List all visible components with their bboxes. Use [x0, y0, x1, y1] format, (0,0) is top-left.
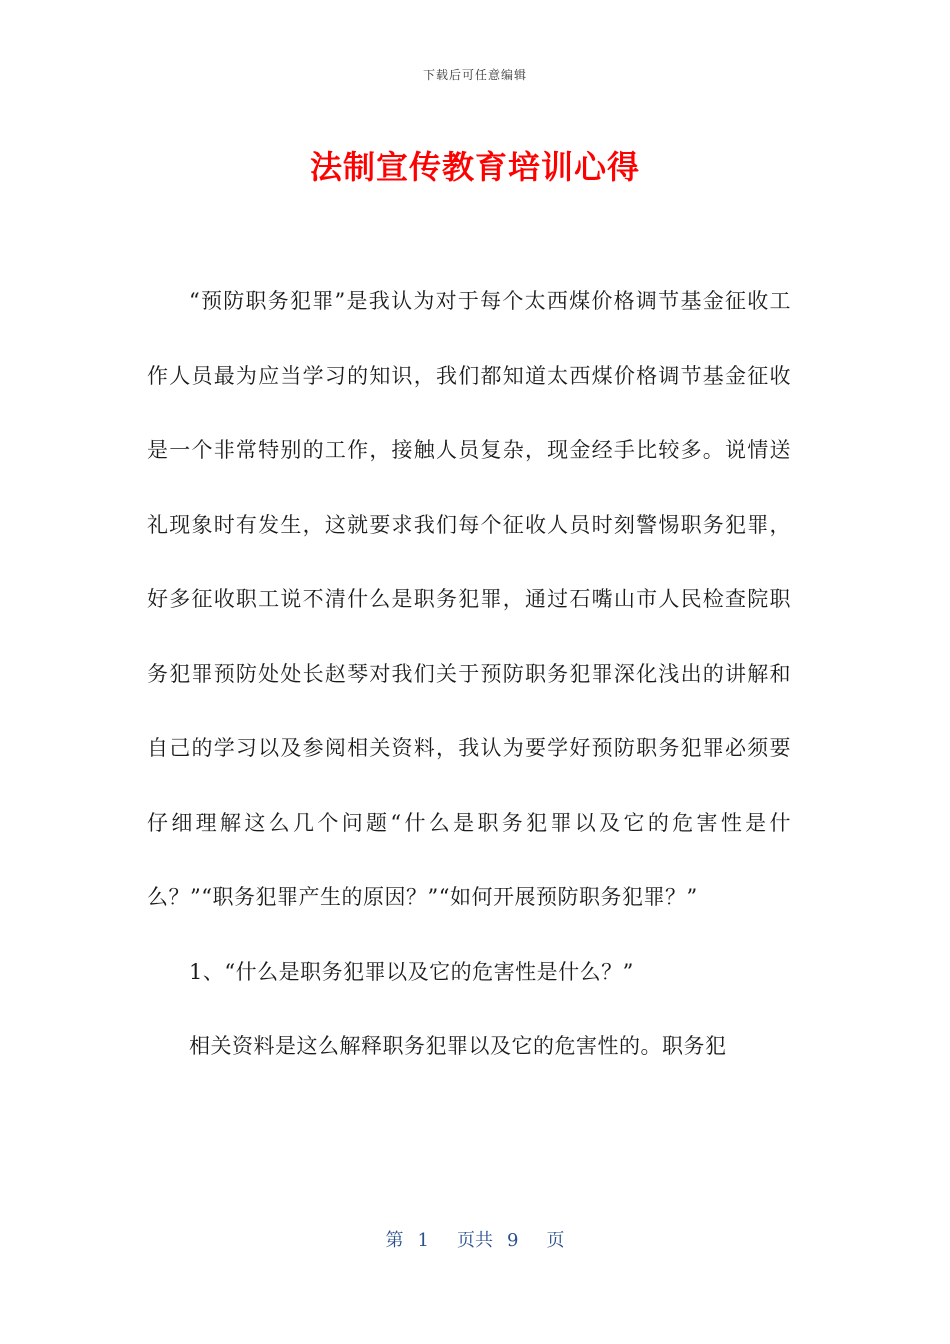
- footer-prefix: 第: [385, 1230, 404, 1251]
- document-body: [147, 264, 791, 1084]
- header-note: 下载后可任意编辑: [422, 68, 527, 82]
- footer-total-pages: 9: [507, 1230, 519, 1251]
- body-paragraph-intro: “预防职务犯罪”是我认为对于每个太西煤价格调节基金征收工作人员最为应当学习的知识，我们都知道太西煤价格调节基金征收是一个非常特别的工作，接触人员复杂，现金经手比较多。说情送礼现象时有发生，这就要求我们每个征收人员时刻警惕职务犯罪，好多征收职工说不清什么是职务犯罪，通过石嘴山市人民检查院职务犯罪预防处处长赵琴对我们关于预防职务犯罪深化浅出的讲解和自己的学习以及参阅相关资料，我认为要学好预防职务犯罪必须要仔细理解这么几个问题“什么是职务犯罪以及它的危害性是什么？”“职务犯罪产生的原因？”“如何开展预防职务犯罪？”: [147, 289, 791, 909]
- footer-suffix: 页: [546, 1230, 565, 1251]
- document-title: 法制宣传教育培训心得: [309, 148, 640, 186]
- footer-page-number: 1: [417, 1230, 429, 1251]
- page-footer: [0, 1226, 950, 1252]
- body-paragraph-answer-1: 相关资料是这么解释职务犯罪以及它的危害性的。职务犯: [189, 1034, 727, 1058]
- footer-middle: 页共: [457, 1230, 493, 1251]
- body-paragraph-question-1: 1、“什么是职务犯罪以及它的危害性是什么？”: [189, 959, 634, 984]
